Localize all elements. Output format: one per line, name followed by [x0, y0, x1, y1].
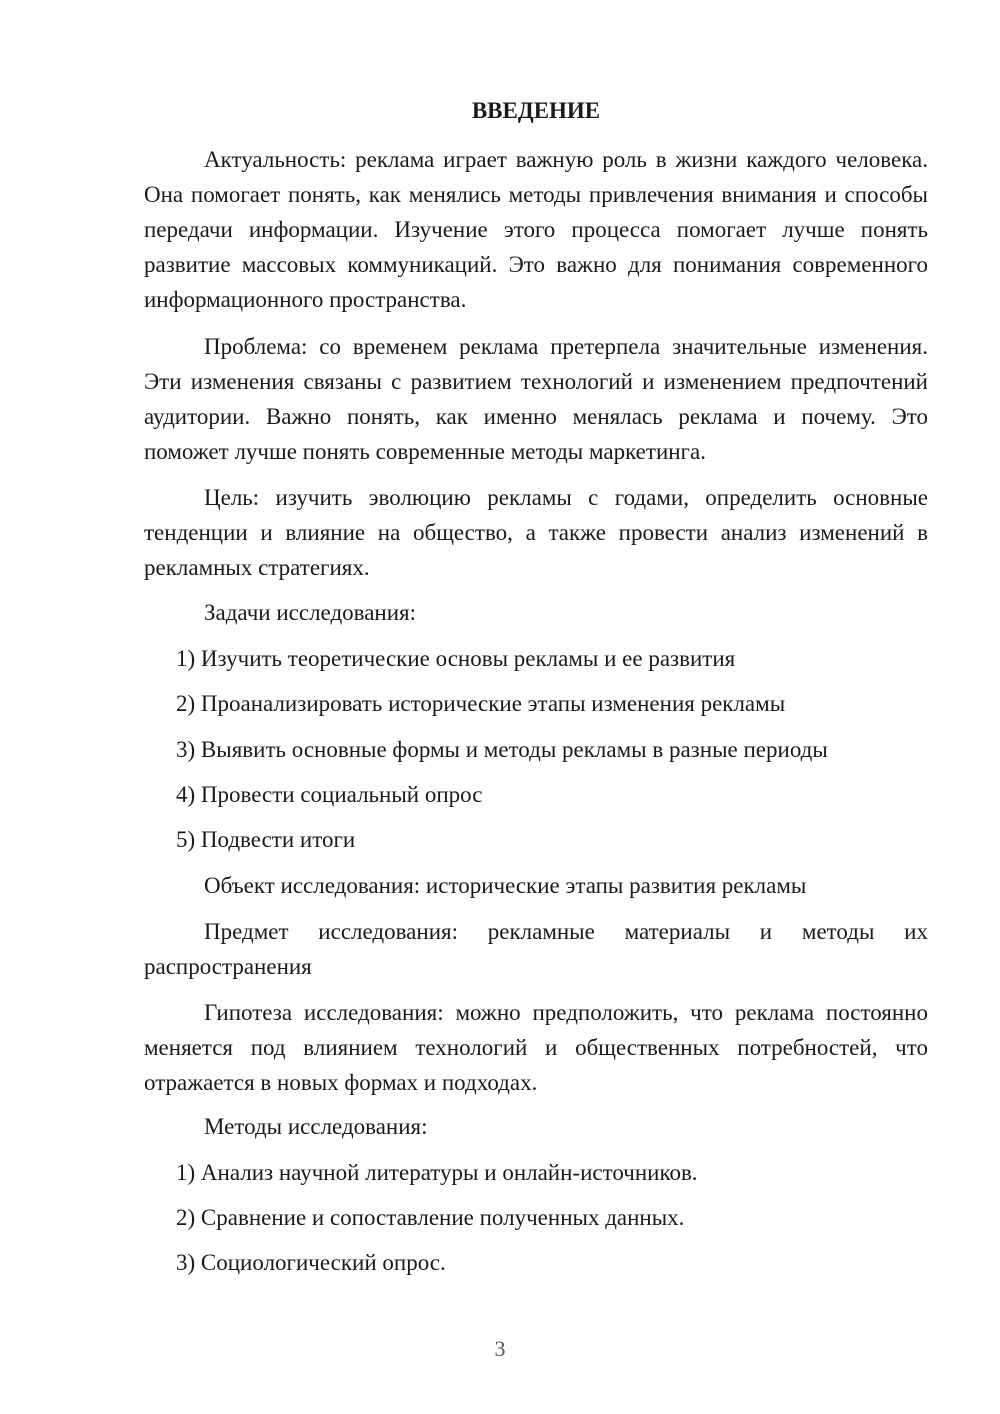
list-item: 2) Проанализировать исторические этапы изменения рекламы — [176, 691, 786, 716]
list-item: 4) Провести социальный опрос — [176, 782, 483, 807]
problem-paragraph: Проблема: со временем реклама претерпела значительные изменения. Эти изменения связаны с развитием технологий и изменением предпочтений аудитории. Важно понять, как именно менялась реклама и почему. Это поможет лучше понять современные методы маркетинга. — [144, 334, 928, 464]
goal-paragraph: Цель: изучить эволюцию рекламы с годами, определить основные тенденции и влияние на общество, а также провести анализ изменений в рекламных стратегиях. — [144, 485, 928, 580]
subject-paragraph: Предмет исследования: рекламные материалы и методы их распространения — [144, 919, 928, 979]
object-line: Объект исследования: исторические этапы развития рекламы — [204, 873, 807, 898]
list-item: 3) Социологический опрос. — [176, 1250, 446, 1275]
list-item: 1) Изучить теоретические основы рекламы и ее развития — [176, 646, 736, 671]
list-item: 2) Сравнение и сопоставление полученных данных. — [176, 1205, 685, 1230]
page-number: 3 — [494, 1336, 506, 1361]
methods-heading: Методы исследования: — [204, 1114, 428, 1139]
relevance-paragraph: Актуальность: реклама играет важную роль в жизни каждого человека. Она помогает понять, как менялись методы привлечения внимания и способы передачи информации. Изучение этого процесса помогает лучше понять развитие массовых коммуникаций. Это важно для понимания современного информационного пространства. — [144, 147, 928, 312]
hypothesis-paragraph: Гипотеза исследования: можно предположить, что реклама постоянно меняется под влиянием технологий и общественных потребностей, что отражается в новых формах и подходах. — [144, 1000, 928, 1095]
list-item: 5) Подвести итоги — [176, 827, 356, 852]
list-item: 3) Выявить основные формы и методы рекламы в разные периоды — [176, 737, 828, 762]
tasks-heading: Задачи исследования: — [204, 600, 417, 625]
list-item: 1) Анализ научной литературы и онлайн-источников. — [176, 1160, 698, 1185]
section-title: ВВЕДЕНИЕ — [471, 98, 601, 123]
